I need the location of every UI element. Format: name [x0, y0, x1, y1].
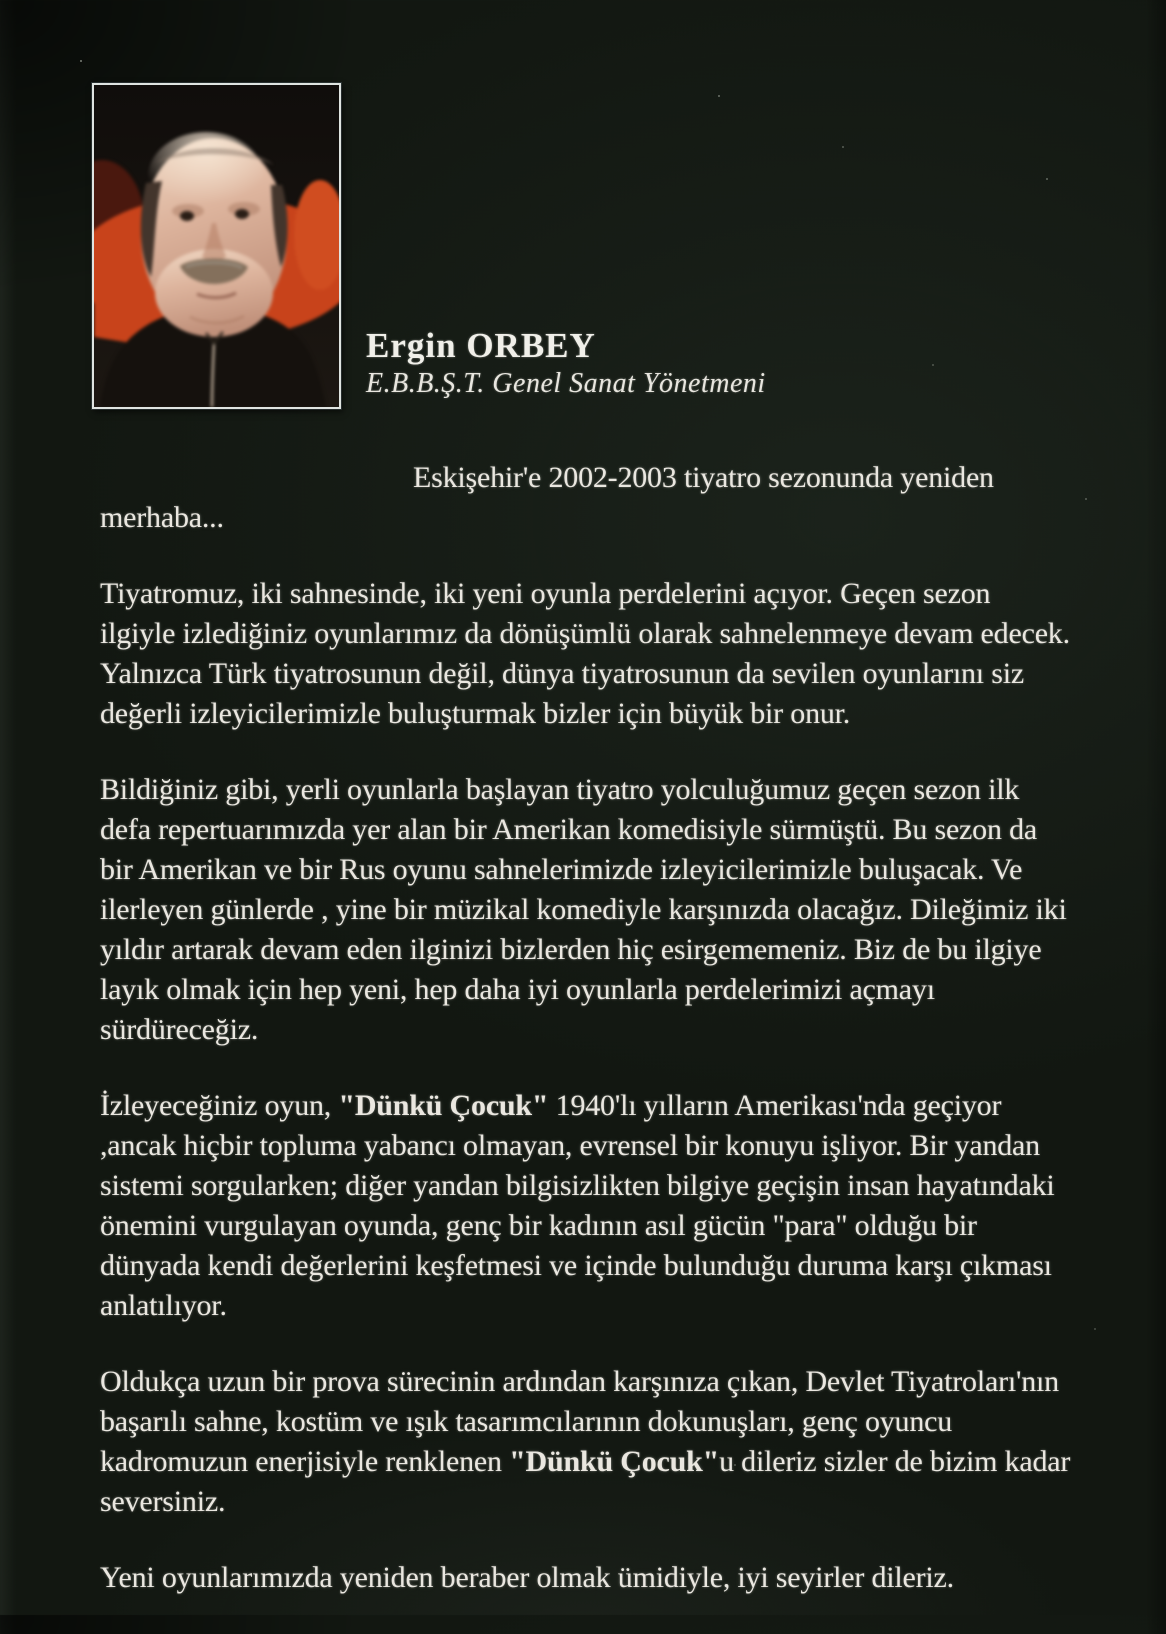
body-paragraph: Oldukça uzun bir prova sürecinin ardından karşınıza çıkan, Devlet Tiyatroları'nın başarılı sahne, kostüm ve ışık tasarımcılarının dokunuşları, genç oyuncu kadromuzun enerjisiyle renklenen "Dünkü Çocuk"u dileriz sizler de bizim kadar seversiniz.	[100, 1365, 1071, 1518]
intro-line-2: merhaba...	[100, 501, 224, 534]
closing-paragraph: Yeni oyunlarımızda yeniden beraber olmak ümidiyle, iyi seyirler dileriz.	[100, 1561, 954, 1594]
letter-body	[100, 458, 1072, 1634]
intro-line-1: Eskişehir'e 2002-2003 tiyatro sezonunda yeniden	[413, 461, 994, 494]
body-paragraph: İzleyeceğiniz oyun, "Dünkü Çocuk" 1940'lı yılların Amerikası'nda geçiyor ,ancak hiçbir topluma yabancı olmayan, evrensel bir konuyu işliyor. Bir yandan sistemi sorgularken; diğer yandan bilgisizlikten bilgiye geçişin insan hayatındaki önemini vurgulayan oyunda, genç bir kadının asıl gücün "para" olduğu bir dünyada kendi değerlerini keşfetmesi ve içinde bulunduğu duruma karşı çıkması anlatılıyor.	[100, 1089, 1055, 1322]
body-paragraph: Bildiğiniz gibi, yerli oyunlarla başlayan tiyatro yolculuğumuz geçen sezon ilk defa repertuarımızda yer alan bir Amerikan komedisiyle sürmüştü. Bu sezon da bir Amerikan ve bir Rus oyunu sahnelerimizde izleyicilerimizle buluşacak. Ve ilerleyen günlerde , yine bir müzikal komediyle karşınızda olacağız. Dileğimiz iki yıldır artarak devam eden ilginizi bizlerden hiç esirgememeniz. Biz de bu ilgiye layık olmak için hep yeni, hep daha iyi oyunlarla perdelerimizi açmayı sürdüreceğiz.	[100, 773, 1067, 1046]
byline	[366, 327, 766, 401]
body-paragraph: Tiyatromuz, iki sahnesinde, iki yeni oyunla perdelerini açıyor. Geçen sezon ilgiyle izlediğiniz oyunlarımız da dönüşümlü olarak sahnelenmeye devam edecek. Yalnızca Türk tiyatrosunun değil, dünya tiyatrosunun da sevilen oyunlarını siz değerli izleyicilerimizle buluşturmak bizler için büyük bir onur.	[100, 577, 1070, 730]
byline-name: Ergin ORBEY	[366, 326, 596, 365]
byline-role: E.B.B.Ş.T. Genel Sanat Yönetmeni	[366, 368, 766, 399]
portrait-photo	[94, 85, 339, 407]
scan-noise-specks	[80, 60, 82, 62]
intro-paragraph	[100, 458, 1072, 538]
portrait-photo-frame	[92, 83, 341, 409]
